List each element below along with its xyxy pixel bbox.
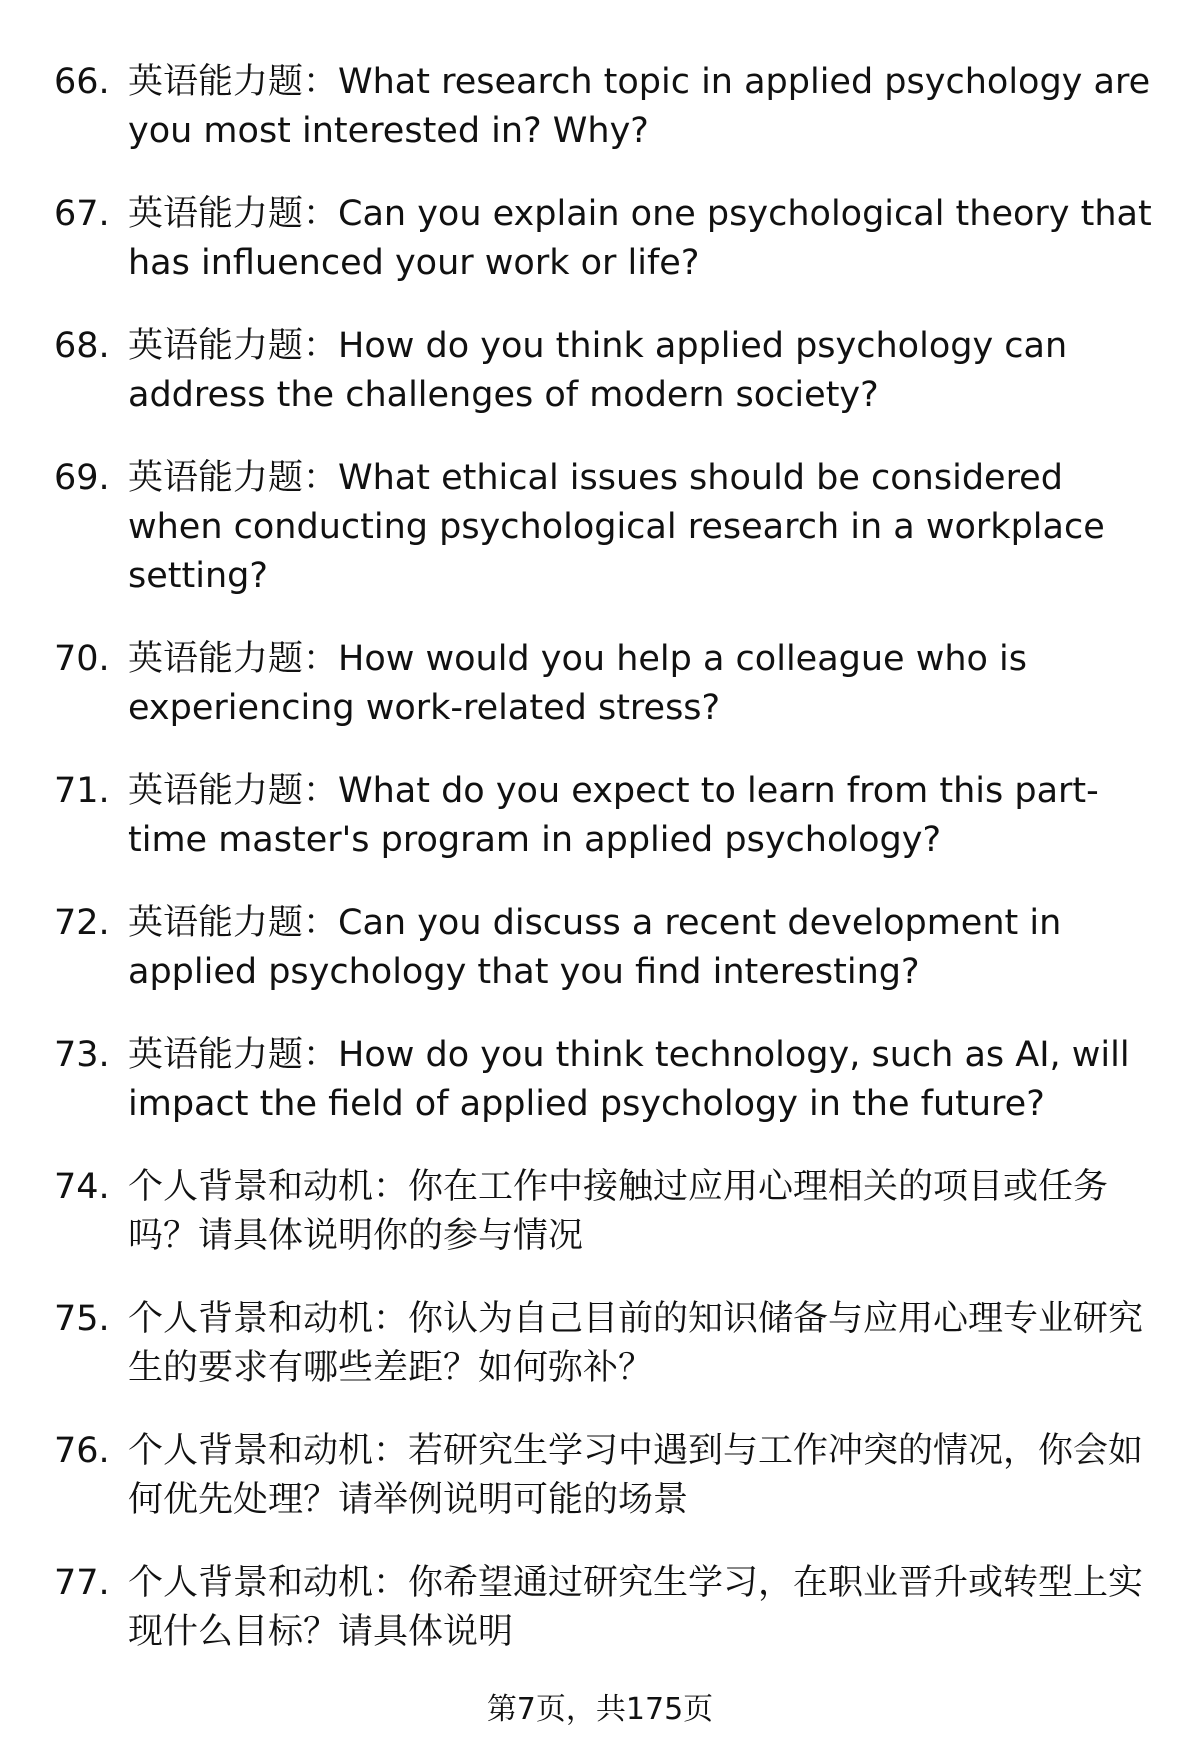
question-number: 74. — [54, 1167, 110, 1207]
question-number: 68. — [54, 326, 110, 366]
question-item — [54, 322, 1154, 420]
question-text: 英语能力题：What do you expect to learn from this part-time master's program in applied psychology? — [128, 771, 1099, 860]
question-item — [54, 454, 1154, 601]
question-number: 71. — [54, 771, 110, 811]
question-number: 77. — [54, 1563, 110, 1603]
question-text: 英语能力题：What research topic in applied psychology are you most interested in? Why? — [128, 62, 1151, 151]
question-number: 76. — [54, 1431, 110, 1471]
question-text: 个人背景和动机：你在工作中接触过应用心理相关的项目或任务吗？请具体说明你的参与情况 — [128, 1167, 1109, 1256]
question-item — [54, 58, 1154, 156]
question-text: 英语能力题：How do you think applied psychology can address the challenges of modern society? — [128, 326, 1068, 415]
question-number: 66. — [54, 62, 110, 102]
question-item — [54, 899, 1154, 997]
question-number: 72. — [54, 903, 110, 943]
question-number: 67. — [54, 194, 110, 234]
question-text: 英语能力题：Can you discuss a recent development in applied psychology that you find interesting? — [128, 903, 1062, 992]
question-text: 个人背景和动机：你希望通过研究生学习，在职业晋升或转型上实现什么目标？请具体说明 — [128, 1563, 1144, 1652]
question-text: 个人背景和动机：若研究生学习中遇到与工作冲突的情况，你会如何优先处理？请举例说明可能的场景 — [128, 1431, 1144, 1520]
question-number: 75. — [54, 1299, 110, 1339]
question-number: 69. — [54, 458, 110, 498]
question-item — [54, 1295, 1154, 1393]
question-number: 73. — [54, 1035, 110, 1075]
page-number: 第7页，共175页 — [486, 1692, 714, 1727]
question-item — [54, 1163, 1154, 1261]
question-text: 英语能力题：How would you help a colleague who is experiencing work-related stress? — [128, 639, 1028, 728]
question-item — [54, 1559, 1154, 1657]
question-text: 英语能力题：What ethical issues should be considered when conducting psychological research in a workplace setting? — [128, 458, 1105, 596]
question-item — [54, 1427, 1154, 1525]
question-number: 70. — [54, 639, 110, 679]
question-text: 英语能力题：Can you explain one psychological theory that has influenced your work or life? — [128, 194, 1152, 283]
question-item — [54, 767, 1154, 865]
question-item — [54, 190, 1154, 288]
question-item — [54, 1031, 1154, 1129]
question-text: 英语能力题：How do you think technology, such as AI, will impact the field of applied psychology in the future? — [128, 1035, 1130, 1124]
question-text: 个人背景和动机：你认为自己目前的知识储备与应用心理专业研究生的要求有哪些差距？如何弥补？ — [128, 1299, 1144, 1388]
question-item — [54, 635, 1154, 733]
question-list — [54, 58, 1154, 1691]
